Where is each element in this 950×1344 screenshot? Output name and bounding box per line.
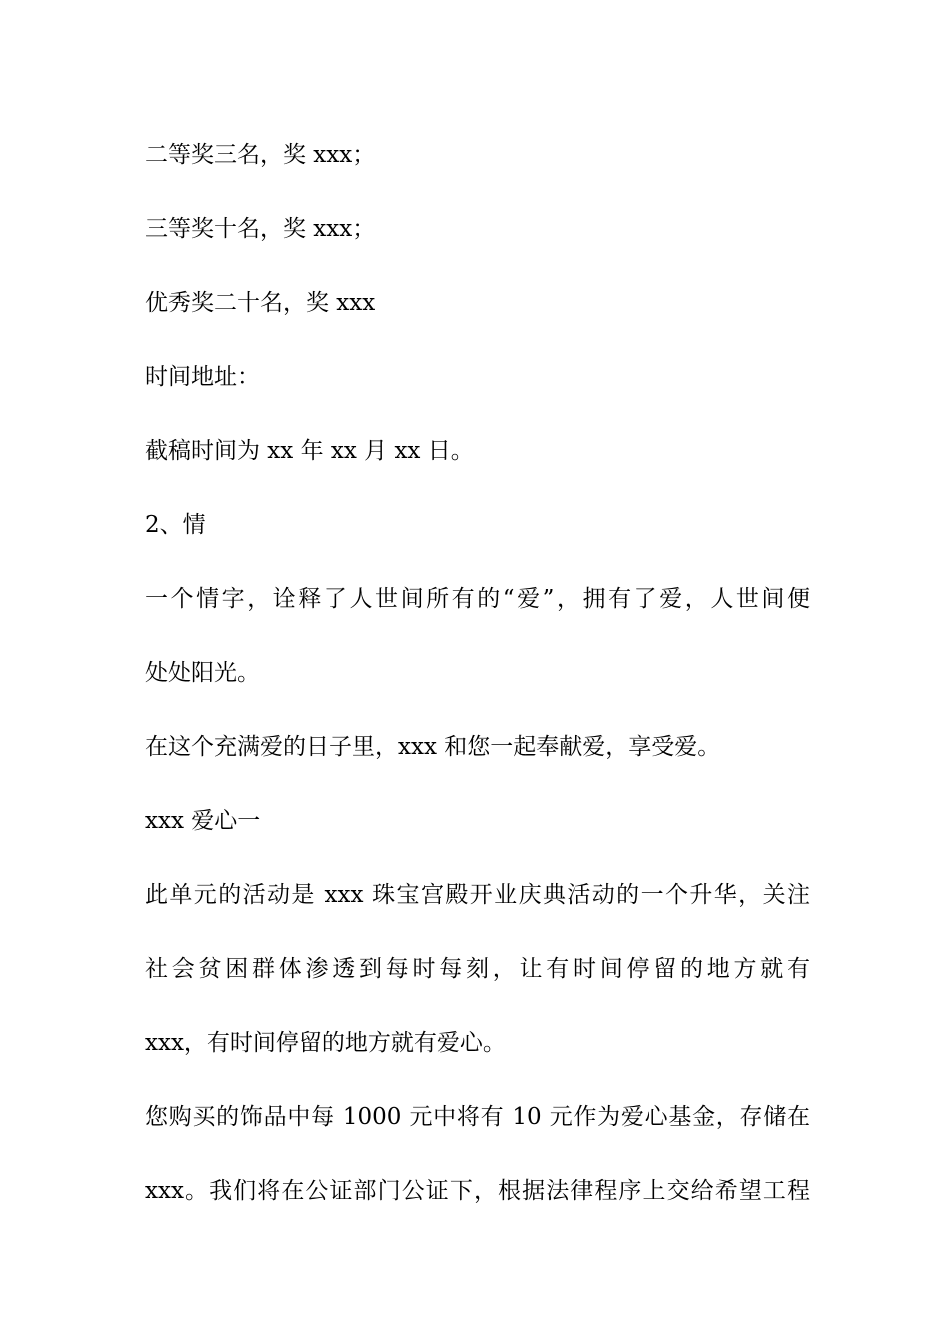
paragraph-line: 一个情字，诠释了人世间所有的“爱”，拥有了爱，人世间便 xyxy=(145,586,810,612)
subheading-love-one: xxx 爱心一 xyxy=(145,808,261,834)
paragraph-line: 您购买的饰品中每 1000 元中将有 10 元作为爱心基金，存储在 xyxy=(145,1104,810,1130)
paragraph-line: 处处阳光。 xyxy=(145,660,260,686)
paragraph-line: xxx。我们将在公证部门公证下，根据法律程序上交给希望工程 xyxy=(145,1178,810,1204)
paragraph-line: xxx，有时间停留的地方就有爱心。 xyxy=(145,1030,506,1056)
section-heading-love: 2、情 xyxy=(145,512,206,538)
paragraph-line: 此单元的活动是 xxx 珠宝宫殿开业庆典活动的一个升华，关注 xyxy=(145,882,810,908)
paragraph-line: 在这个充满爱的日子里，xxx 和您一起奉献爱，享受爱。 xyxy=(145,734,721,760)
text-line-excellence-prize: 优秀奖二十名，奖 xxx xyxy=(145,290,376,316)
text-line-deadline: 截稿时间为 xx 年 xx 月 xx 日。 xyxy=(145,438,474,464)
text-line-third-prize: 三等奖十名，奖 xxx； xyxy=(145,216,376,242)
text-line-time-location-heading: 时间地址： xyxy=(145,364,260,390)
paragraph-line: 社会贫困群体渗透到每时每刻，让有时间停留的地方就有 xyxy=(145,956,810,982)
text-line-second-prize: 二等奖三名，奖 xxx； xyxy=(145,142,376,168)
